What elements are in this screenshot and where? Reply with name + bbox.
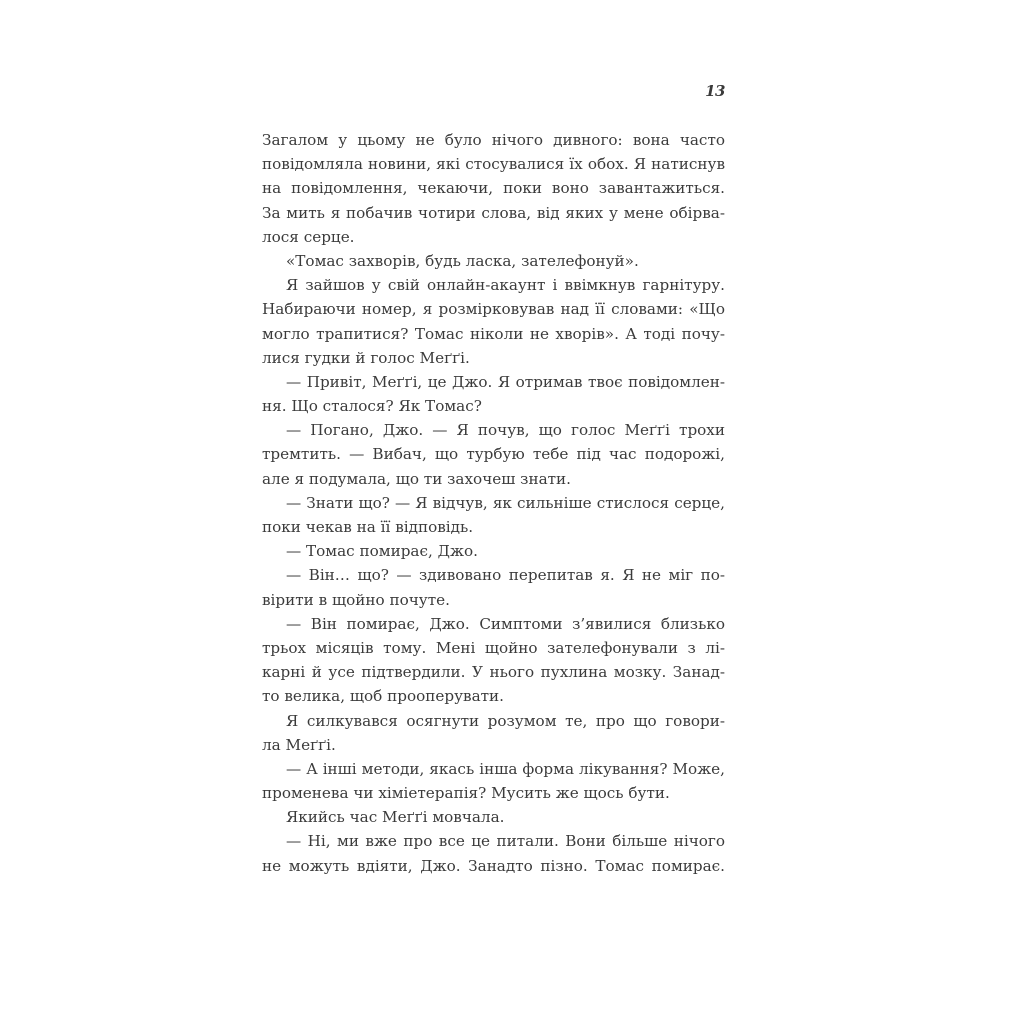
text-line: променева чи хіміетерапія? Мусить же щось бути. <box>262 784 670 803</box>
text-line: ня. Що сталося? Як Томас? <box>262 397 482 416</box>
page-number: 13 <box>705 82 725 100</box>
text-line: лося серце. <box>262 227 355 246</box>
text-line: Набираючи номер, я розмірковував над її словами: «Що <box>262 300 725 319</box>
text-line: то велика, щоб прооперувати. <box>262 687 504 706</box>
text-line: — Привіт, Меґґі, це Джо. Я отримав твоє повідомлен- <box>286 372 725 391</box>
text-line: не можуть вдіяти, Джо. Занадто пізно. Томас помирає. <box>262 856 725 875</box>
text-line: Загалом у цьому не було нічого дивного: вона часто <box>262 131 725 149</box>
text-line: — Погано, Джо. — Я почув, що голос Меґґі трохи <box>286 421 725 440</box>
text-line: вірити в щойно почуте. <box>262 590 450 609</box>
text-line: але я подумала, що ти захочеш знати. <box>262 469 571 488</box>
paragraph <box>262 370 725 418</box>
body-text <box>262 128 725 878</box>
paragraph <box>262 249 725 273</box>
text-line: поки чекав на її відповідь. <box>262 518 474 536</box>
paragraph <box>262 563 725 611</box>
text-line: Я силкувався осягнути розумом те, про що говори- <box>286 711 725 730</box>
paragraph <box>262 418 725 491</box>
text-line: лися гудки й голос Меґґі. <box>262 348 470 367</box>
text-line: — Томас помирає, Джо. <box>286 542 478 561</box>
paragraph <box>262 491 725 539</box>
text-line: тремтить. — Вибач, що турбую тебе під час подорожі, <box>262 445 725 464</box>
paragraph <box>262 829 725 877</box>
text-line: карні й усе підтвердили. У нього пухлина мозку. Занад- <box>262 663 725 682</box>
text-line: — А інші методи, якась інша форма лікування? Може, <box>286 759 725 778</box>
text-line: Я зайшов у свій онлайн-акаунт і ввімкнув гарнітуру. <box>286 276 725 295</box>
paragraph <box>262 805 725 829</box>
text-line: на повідомлення, чекаючи, поки воно завантажиться. <box>262 179 725 198</box>
text-line: Якийсь час Меґґі мовчала. <box>286 808 505 827</box>
paragraph <box>262 273 725 370</box>
paragraph <box>262 612 725 709</box>
text-line: ла Меґґі. <box>262 735 336 754</box>
text-line: трьох місяців тому. Мені щойно зателефонували з лі- <box>262 638 725 657</box>
text-line: — Він помирає, Джо. Симптоми з’явилися близько <box>286 614 725 633</box>
paragraph <box>262 128 725 249</box>
text-line: — Знати що? — Я відчув, як сильніше стислося серце, <box>286 493 725 512</box>
text-line: — Ні, ми вже про все це питали. Вони більше нічого <box>286 832 725 851</box>
paragraph <box>262 539 725 563</box>
paragraph <box>262 757 725 805</box>
text-line: — Він… що? — здивовано перепитав я. Я не міг по- <box>286 566 725 585</box>
text-line: могло трапитися? Томас ніколи не хворів». А тоді почу- <box>262 324 725 343</box>
paragraph <box>262 709 725 757</box>
text-line: «Томас захворів, будь ласка, зателефонуй». <box>286 251 639 270</box>
text-line: За мить я побачив чотири слова, від яких у мене обірва- <box>262 203 725 222</box>
text-line: повідомляла новини, які стосувалися їх обох. Я натиснув <box>262 155 725 174</box>
